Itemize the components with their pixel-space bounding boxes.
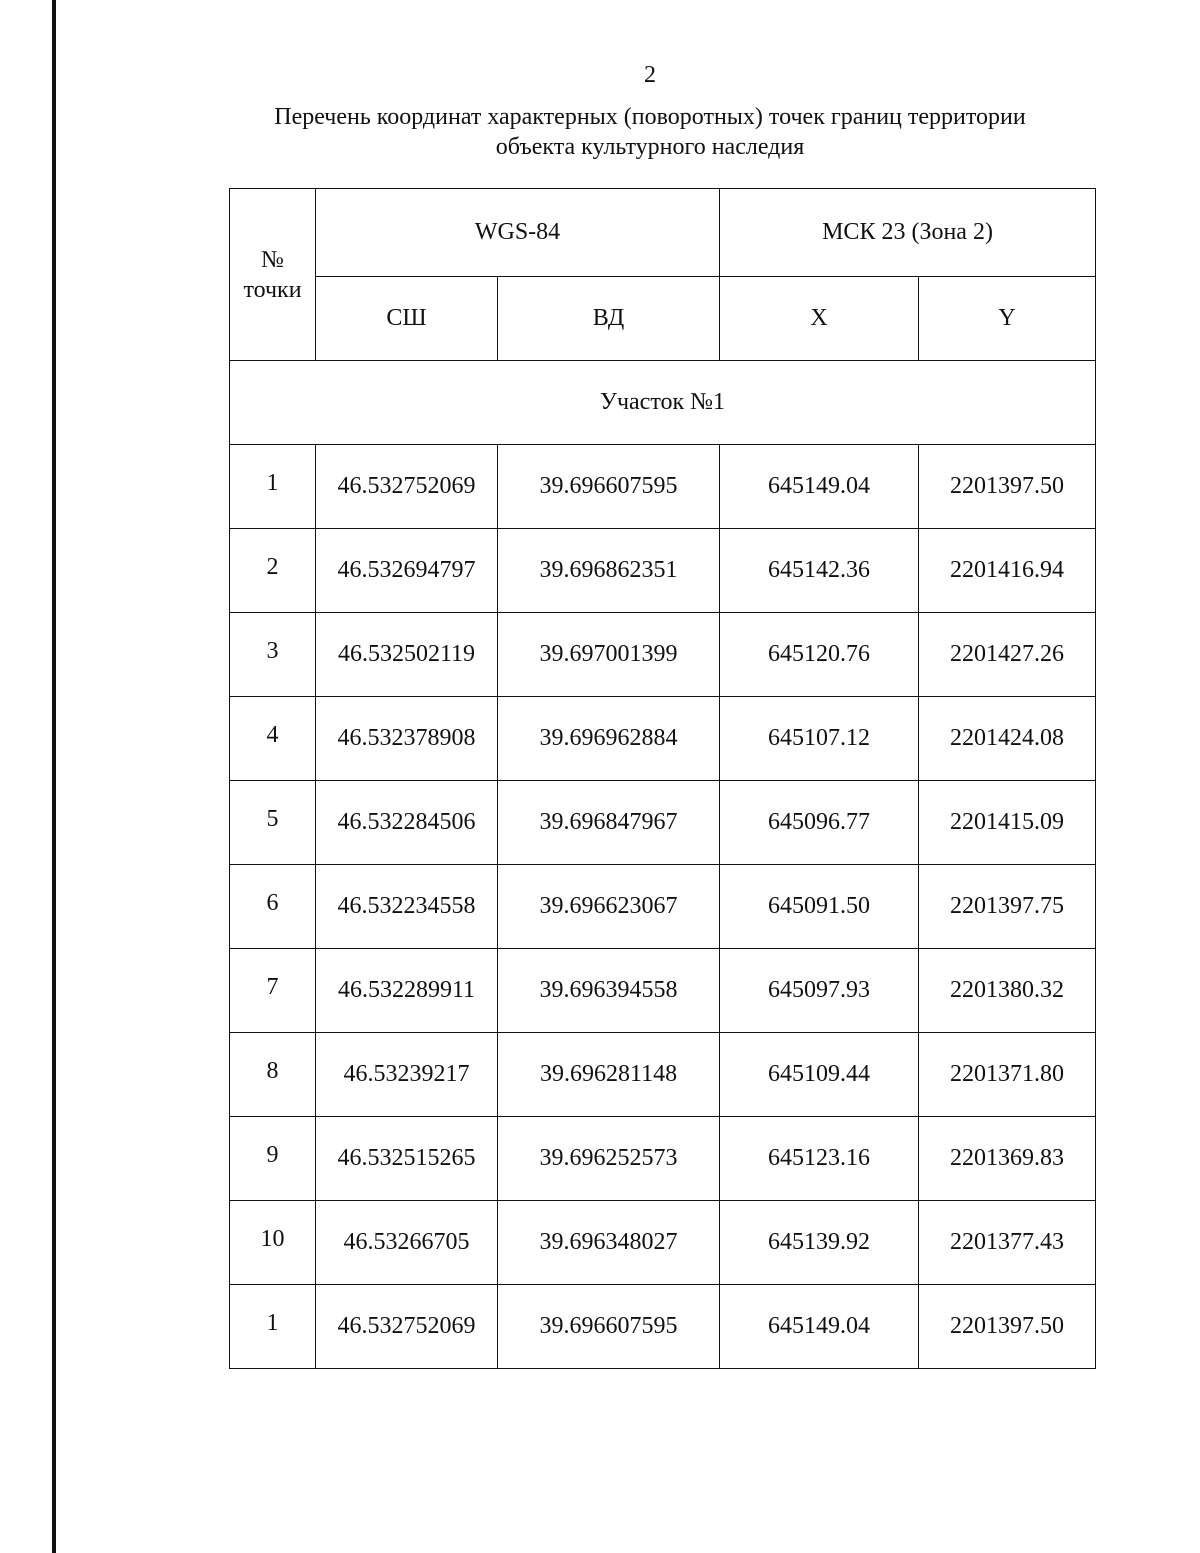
- latitude-header: СШ: [316, 277, 498, 361]
- point-number-cell: 1: [230, 445, 316, 529]
- table-subheader-row: [230, 277, 1096, 361]
- scan-edge-line: [52, 0, 56, 1553]
- document-title-line-2: объекта культурного наследия: [495, 134, 805, 160]
- x-header: X: [720, 277, 919, 361]
- longitude-cell: 39.696252573: [498, 1117, 720, 1201]
- table-header-row: [230, 189, 1096, 277]
- y-coordinate-cell: 2201380.32: [919, 949, 1096, 1033]
- longitude-cell: 39.696623067: [498, 865, 720, 949]
- point-number-header-word: точки: [243, 276, 302, 303]
- y-coordinate-cell: 2201397.50: [919, 1285, 1096, 1369]
- point-number-cell: 6: [230, 865, 316, 949]
- table-row: [230, 949, 1096, 1033]
- table-row: [230, 1201, 1096, 1285]
- table-row: [230, 445, 1096, 529]
- point-number-cell: 9: [230, 1117, 316, 1201]
- latitude-cell: 46.532502119: [316, 613, 498, 697]
- point-number-cell: 4: [230, 697, 316, 781]
- longitude-cell: 39.696348027: [498, 1201, 720, 1285]
- y-coordinate-cell: 2201415.09: [919, 781, 1096, 865]
- point-number-cell: 1: [230, 1285, 316, 1369]
- x-coordinate-cell: 645091.50: [720, 865, 919, 949]
- longitude-cell: 39.696862351: [498, 529, 720, 613]
- latitude-cell: 46.532378908: [316, 697, 498, 781]
- document-title: [200, 102, 1100, 162]
- x-coordinate-cell: 645109.44: [720, 1033, 919, 1117]
- point-number-cell: 3: [230, 613, 316, 697]
- point-number-header: [230, 189, 316, 361]
- longitude-cell: 39.696607595: [498, 445, 720, 529]
- longitude-cell: 39.697001399: [498, 613, 720, 697]
- y-coordinate-cell: 2201377.43: [919, 1201, 1096, 1285]
- latitude-cell: 46.532515265: [316, 1117, 498, 1201]
- point-number-cell: 10: [230, 1201, 316, 1285]
- table-row: [230, 613, 1096, 697]
- table-row: [230, 529, 1096, 613]
- table-row: [230, 1117, 1096, 1201]
- y-coordinate-cell: 2201424.08: [919, 697, 1096, 781]
- point-number-cell: 8: [230, 1033, 316, 1117]
- x-coordinate-cell: 645149.04: [720, 1285, 919, 1369]
- point-number-cell: 2: [230, 529, 316, 613]
- longitude-cell: 39.696962884: [498, 697, 720, 781]
- document-title-line-1: Перечень координат характерных (поворотных) точек границ территории: [274, 104, 1026, 130]
- longitude-cell: 39.696394558: [498, 949, 720, 1033]
- x-coordinate-cell: 645096.77: [720, 781, 919, 865]
- x-coordinate-cell: 645149.04: [720, 445, 919, 529]
- table-row: [230, 781, 1096, 865]
- y-coordinate-cell: 2201397.75: [919, 865, 1096, 949]
- y-coordinate-cell: 2201416.94: [919, 529, 1096, 613]
- y-header: Y: [919, 277, 1096, 361]
- x-coordinate-cell: 645139.92: [720, 1201, 919, 1285]
- section-title: Участок №1: [230, 361, 1096, 445]
- latitude-cell: 46.53266705: [316, 1201, 498, 1285]
- longitude-cell: 39.696607595: [498, 1285, 720, 1369]
- y-coordinate-cell: 2201369.83: [919, 1117, 1096, 1201]
- y-coordinate-cell: 2201427.26: [919, 613, 1096, 697]
- x-coordinate-cell: 645107.12: [720, 697, 919, 781]
- longitude-cell: 39.696281148: [498, 1033, 720, 1117]
- latitude-cell: 46.532289911: [316, 949, 498, 1033]
- latitude-cell: 46.532284506: [316, 781, 498, 865]
- latitude-cell: 46.532694797: [316, 529, 498, 613]
- section-row: [230, 361, 1096, 445]
- x-coordinate-cell: 645123.16: [720, 1117, 919, 1201]
- x-coordinate-cell: 645120.76: [720, 613, 919, 697]
- y-coordinate-cell: 2201371.80: [919, 1033, 1096, 1117]
- table-row: [230, 865, 1096, 949]
- point-number-cell: 5: [230, 781, 316, 865]
- page-number: 2: [644, 62, 656, 88]
- table-row: [230, 1033, 1096, 1117]
- x-coordinate-cell: 645097.93: [720, 949, 919, 1033]
- longitude-header: ВД: [498, 277, 720, 361]
- wgs-header: WGS-84: [316, 189, 720, 277]
- coordinates-table: [229, 188, 1096, 1369]
- longitude-cell: 39.696847967: [498, 781, 720, 865]
- y-coordinate-cell: 2201397.50: [919, 445, 1096, 529]
- table-row: [230, 1285, 1096, 1369]
- table-row: [230, 697, 1096, 781]
- latitude-cell: 46.532752069: [316, 445, 498, 529]
- point-number-header-symbol: №: [261, 246, 284, 273]
- msk-header: МСК 23 (Зона 2): [720, 189, 1096, 277]
- latitude-cell: 46.532752069: [316, 1285, 498, 1369]
- point-number-cell: 7: [230, 949, 316, 1033]
- latitude-cell: 46.53239217: [316, 1033, 498, 1117]
- x-coordinate-cell: 645142.36: [720, 529, 919, 613]
- latitude-cell: 46.532234558: [316, 865, 498, 949]
